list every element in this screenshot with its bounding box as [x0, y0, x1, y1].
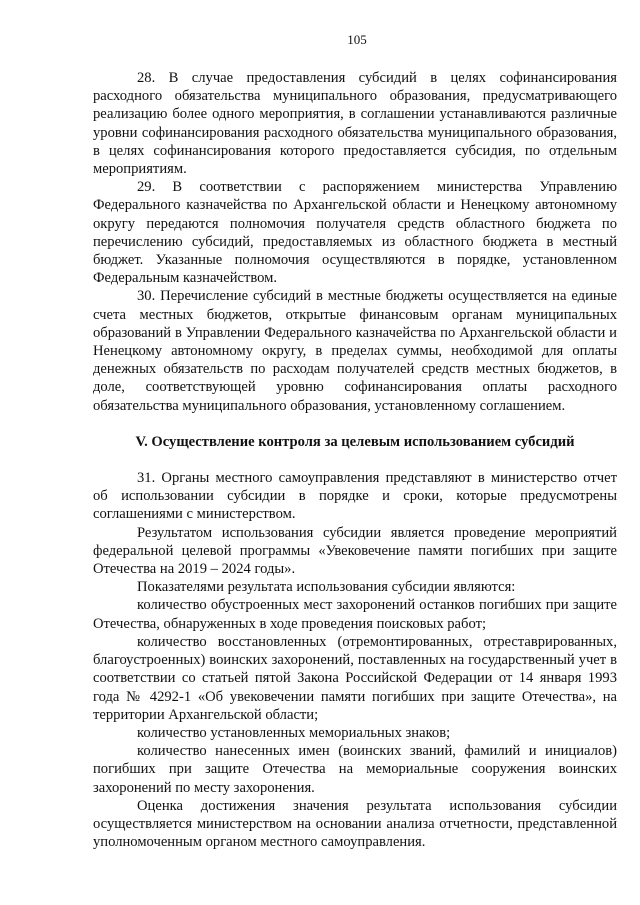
- paragraph-28: 28. В случае предоставления субсидий в целях софинансирования расходного обязательства муниципального образования, предусматривающего реализацию более одного мероприятия, в соглашении устанавливаются различные уровни софинансирования расходного обязательства муниципального образования, в целях софинансирования которого предоставляется субсидия, по отдельным мероприятиям.: [93, 70, 617, 178]
- document-page: [93, 32, 617, 851]
- paragraph-30: 30. Перечисление субсидий в местные бюджеты осуществляется на единые счета местных бюджетов, открытые финансовым органам муниципальных образований в Управлении Федерального казначейства по Архангельской области и Ненецкому автономному округу, в пределах суммы, необходимой для оплаты денежных обязательств по расходам получателей средств местных бюджетов, в доле, соответствующей уровню софинансирования оплаты расходного обязательства муниципального образования, установленному соглашением.: [93, 288, 617, 414]
- paragraph-assessment: Оценка достижения значения результата использования субсидии осуществляется министерством на основании анализа отчетности, представленной уполномоченным органом местного самоуправления.: [93, 797, 617, 851]
- list-item-burial-places: количество обустроенных мест захоронений останков погибших при защите Отечества, обнаруженных в ходе проведения поисковых работ;: [93, 597, 617, 632]
- paragraph-result: Результатом использования субсидии является проведение мероприятий федеральной целевой программы «Увековечение памяти погибших при защите Отечества на 2019 – 2024 годы».: [93, 524, 617, 578]
- paragraph-31: 31. Органы местного самоуправления представляют в министерство отчет об использовании субсидии в порядке и сроки, которые предусмотрены соглашениями с министерством.: [93, 470, 617, 523]
- list-item-restored-graves: количество восстановленных (отремонтированных, отреставрированных, благоустроенных) воинских захоронений, поставленных на государственный учет в соответствии со статьей пятой Закона Российской Федерации от 14 января 1993 года № 4292-1 «Об увековечении памяти погибших при защите Отечества», на территории Архангельской области;: [93, 633, 617, 723]
- section-heading: V. Осуществление контроля за целевым использованием субсидий: [135, 433, 575, 450]
- paragraph-indicators-intro: Показателями результата использования субсидии являются:: [137, 579, 516, 596]
- list-item-inscribed-names: количество нанесенных имен (воинских званий, фамилий и инициалов) погибших при защите Отечества на мемориальные сооружения воинских захоронений по месту захоронения.: [93, 743, 617, 796]
- page-number: 105: [347, 32, 367, 47]
- paragraph-29: 29. В соответствии с распоряжением министерства Управлению Федерального казначейства по Архангельской области и Ненецкому автономному округу передаются полномочия получателя средств областного бюджета по перечислению субсидий, предоставляемых из областного бюджета в местный бюджет. Указанные полномочия осуществляются в порядке, установленном Федеральным казначейством.: [93, 179, 617, 287]
- list-item-memorial-signs: количество установленных мемориальных знаков;: [137, 724, 451, 741]
